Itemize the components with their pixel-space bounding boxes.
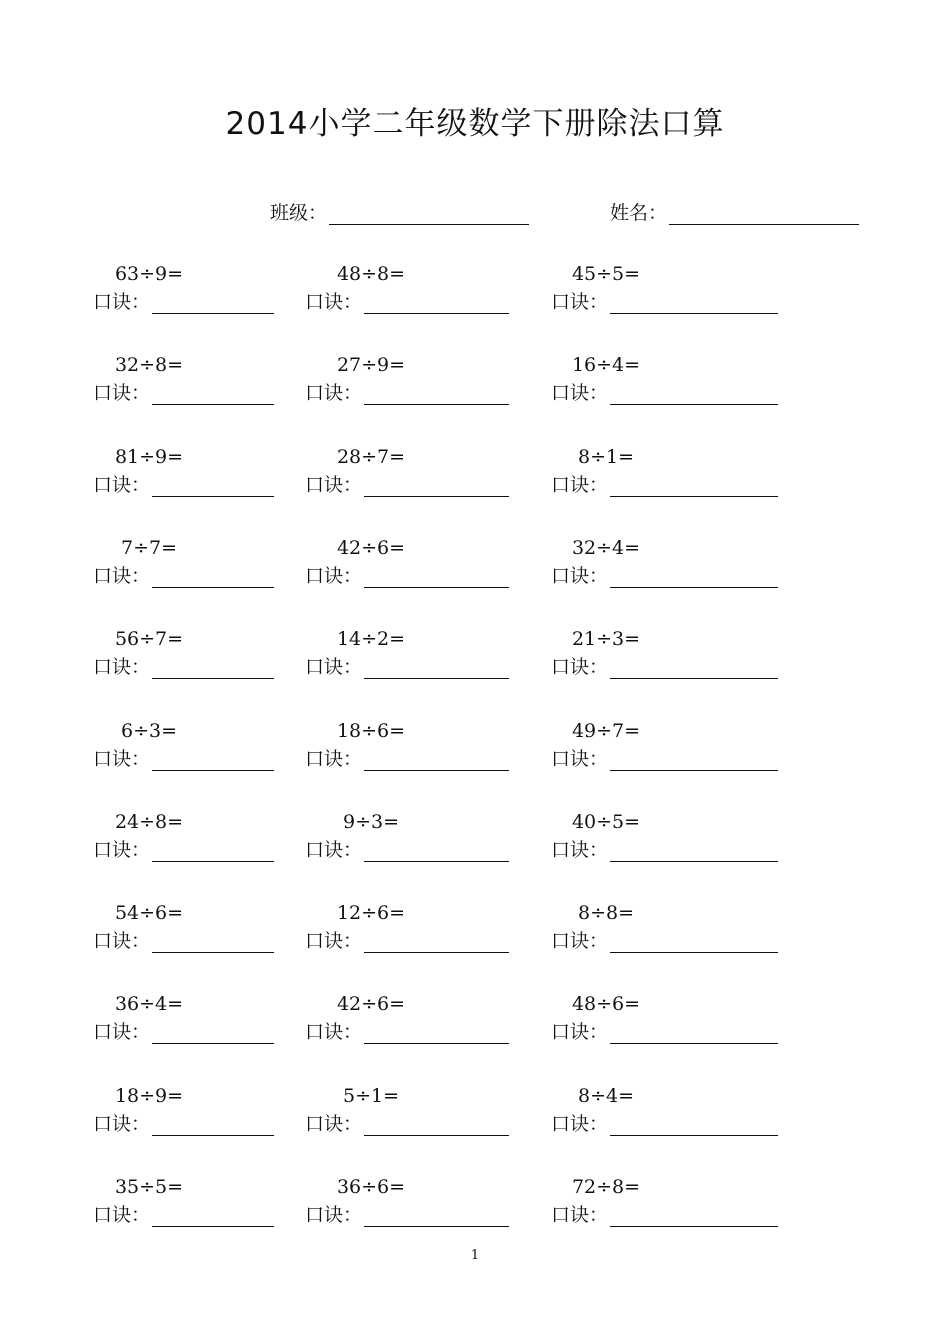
answer-label: 口诀： xyxy=(93,1204,151,1226)
answer-field xyxy=(305,1112,509,1136)
answer-input-line[interactable] xyxy=(364,748,509,771)
answer-label: 口诀： xyxy=(305,1112,363,1135)
answer-field xyxy=(305,747,509,771)
problem-row xyxy=(0,536,950,600)
answer-label: 口诀： xyxy=(93,382,151,405)
problem-row xyxy=(0,1175,950,1239)
answer-label: 口诀： xyxy=(93,747,151,770)
answer-field xyxy=(551,747,778,771)
answer-input-line[interactable] xyxy=(610,656,778,679)
division-problem: 28÷7= xyxy=(336,445,406,468)
answer-field xyxy=(305,929,509,953)
answer-input-line[interactable] xyxy=(364,1204,509,1227)
answer-label: 口诀： xyxy=(305,930,363,953)
division-problem: 49÷7= xyxy=(571,719,641,742)
answer-label: 口诀： xyxy=(305,656,363,679)
answer-input-line[interactable] xyxy=(152,382,274,405)
division-problem: 18÷9= xyxy=(114,1084,184,1107)
answer-label: 口诀： xyxy=(551,1112,609,1135)
answer-input-line[interactable] xyxy=(152,930,274,953)
answer-label: 口诀： xyxy=(305,564,363,587)
division-problem: 8÷1= xyxy=(577,445,635,468)
answer-label: 口诀： xyxy=(551,382,609,405)
answer-field xyxy=(93,1203,274,1227)
division-problem: 5÷1= xyxy=(342,1084,400,1107)
answer-field xyxy=(93,564,274,588)
answer-label: 口诀： xyxy=(305,1021,363,1044)
division-problem: 54÷6= xyxy=(114,902,184,925)
division-problem: 35÷5= xyxy=(114,1176,184,1198)
answer-field xyxy=(305,473,509,497)
division-problem: 42÷6= xyxy=(336,536,406,559)
division-problem: 48÷6= xyxy=(571,993,641,1016)
division-problem: 8÷4= xyxy=(577,1084,635,1107)
answer-label: 口诀： xyxy=(305,1204,363,1226)
division-problem: 9÷3= xyxy=(342,810,400,833)
answer-input-line[interactable] xyxy=(610,565,778,588)
answer-label: 口诀： xyxy=(305,838,363,861)
division-problem: 32÷8= xyxy=(114,354,184,377)
answer-field xyxy=(551,1112,778,1136)
problem-row xyxy=(0,1084,950,1148)
answer-field xyxy=(551,290,778,314)
answer-input-line[interactable] xyxy=(364,382,509,405)
division-problem: 42÷6= xyxy=(336,993,406,1016)
page-number: 1 xyxy=(470,1248,480,1263)
answer-input-line[interactable] xyxy=(152,839,274,862)
division-problem: 56÷7= xyxy=(114,628,184,651)
answer-label: 口诀： xyxy=(93,1021,151,1044)
answer-label: 口诀： xyxy=(551,838,609,861)
answer-field xyxy=(305,290,509,314)
answer-field xyxy=(305,655,509,679)
answer-label: 口诀： xyxy=(305,747,363,770)
answer-input-line[interactable] xyxy=(152,291,274,314)
answer-field xyxy=(93,838,274,862)
division-problem: 7÷7= xyxy=(120,536,178,559)
answer-label: 口诀： xyxy=(551,1021,609,1044)
answer-field xyxy=(305,1203,509,1227)
problem-row xyxy=(0,810,950,874)
answer-input-line[interactable] xyxy=(152,656,274,679)
answer-input-line[interactable] xyxy=(610,474,778,497)
name-field xyxy=(610,199,859,225)
division-problem: 45÷5= xyxy=(571,263,641,285)
division-problem: 32÷4= xyxy=(571,536,641,559)
name-input-line[interactable] xyxy=(669,202,859,225)
answer-field xyxy=(93,290,274,314)
answer-label: 口诀： xyxy=(93,473,151,496)
answer-label: 口诀： xyxy=(93,930,151,953)
answer-input-line[interactable] xyxy=(610,930,778,953)
division-problem: 8÷8= xyxy=(577,902,635,925)
division-problem: 6÷3= xyxy=(120,719,178,742)
answer-field xyxy=(93,473,274,497)
answer-input-line[interactable] xyxy=(364,1021,509,1044)
division-problem: 14÷2= xyxy=(336,628,406,651)
problem-row xyxy=(0,262,950,326)
answer-label: 口诀： xyxy=(305,382,363,405)
page-title: 2014小学二年级数学下册除法口算 xyxy=(225,106,725,142)
problem-row xyxy=(0,901,950,965)
problem-row xyxy=(0,719,950,783)
answer-field xyxy=(551,655,778,679)
division-problem: 48÷8= xyxy=(336,263,406,285)
answer-label: 口诀： xyxy=(551,1204,609,1226)
name-label: 姓名： xyxy=(610,202,668,224)
answer-input-line[interactable] xyxy=(610,1021,778,1044)
answer-input-line[interactable] xyxy=(610,382,778,405)
answer-field xyxy=(305,564,509,588)
division-problem: 24÷8= xyxy=(114,810,184,833)
problem-row xyxy=(0,445,950,509)
answer-input-line[interactable] xyxy=(152,1021,274,1044)
answer-field xyxy=(551,929,778,953)
answer-input-line[interactable] xyxy=(152,748,274,771)
answer-label: 口诀： xyxy=(305,473,363,496)
division-problem: 72÷8= xyxy=(571,1176,641,1198)
division-problem: 27÷9= xyxy=(336,354,406,377)
answer-field xyxy=(305,381,509,405)
answer-field xyxy=(551,473,778,497)
answer-label: 口诀： xyxy=(551,473,609,496)
division-problem: 12÷6= xyxy=(336,902,406,925)
answer-field xyxy=(93,381,274,405)
answer-label: 口诀： xyxy=(305,291,363,313)
division-problem: 63÷9= xyxy=(114,263,184,285)
class-label: 班级： xyxy=(270,202,328,224)
answer-field xyxy=(551,1203,778,1227)
answer-field xyxy=(551,564,778,588)
answer-input-line[interactable] xyxy=(610,839,778,862)
answer-label: 口诀： xyxy=(93,656,151,679)
answer-field xyxy=(305,838,509,862)
division-problem: 40÷5= xyxy=(571,810,641,833)
answer-input-line[interactable] xyxy=(364,656,509,679)
answer-input-line[interactable] xyxy=(610,291,778,314)
answer-label: 口诀： xyxy=(551,564,609,587)
answer-input-line[interactable] xyxy=(152,565,274,588)
problem-row xyxy=(0,353,950,417)
answer-field xyxy=(93,747,274,771)
answer-field xyxy=(551,1020,778,1044)
answer-field xyxy=(93,655,274,679)
answer-input-line[interactable] xyxy=(364,565,509,588)
answer-input-line[interactable] xyxy=(364,839,509,862)
answer-input-line[interactable] xyxy=(152,1113,274,1136)
answer-input-line[interactable] xyxy=(152,1204,274,1227)
answer-label: 口诀： xyxy=(93,564,151,587)
answer-label: 口诀： xyxy=(551,291,609,313)
division-problem: 18÷6= xyxy=(336,719,406,742)
answer-input-line[interactable] xyxy=(364,291,509,314)
answer-field xyxy=(551,381,778,405)
division-problem: 36÷6= xyxy=(336,1176,406,1198)
answer-label: 口诀： xyxy=(551,656,609,679)
answer-field xyxy=(93,1112,274,1136)
answer-input-line[interactable] xyxy=(610,1113,778,1136)
answer-field xyxy=(93,929,274,953)
division-problem: 81÷9= xyxy=(114,445,184,468)
answer-input-line[interactable] xyxy=(610,748,778,771)
answer-label: 口诀： xyxy=(93,291,151,313)
answer-field xyxy=(305,1020,509,1044)
answer-input-line[interactable] xyxy=(364,1113,509,1136)
division-problem: 16÷4= xyxy=(571,354,641,377)
division-problem: 36÷4= xyxy=(114,993,184,1016)
answer-label: 口诀： xyxy=(93,838,151,861)
answer-label: 口诀： xyxy=(93,1112,151,1135)
answer-label: 口诀： xyxy=(551,747,609,770)
answer-field xyxy=(93,1020,274,1044)
answer-input-line[interactable] xyxy=(610,1204,778,1227)
problem-row xyxy=(0,627,950,691)
answer-field xyxy=(551,838,778,862)
answer-input-line[interactable] xyxy=(364,930,509,953)
answer-input-line[interactable] xyxy=(364,474,509,497)
division-problem: 21÷3= xyxy=(571,628,641,651)
class-input-line[interactable] xyxy=(329,202,529,225)
answer-input-line[interactable] xyxy=(152,474,274,497)
problem-row xyxy=(0,992,950,1056)
class-field xyxy=(270,199,529,225)
answer-label: 口诀： xyxy=(551,930,609,953)
